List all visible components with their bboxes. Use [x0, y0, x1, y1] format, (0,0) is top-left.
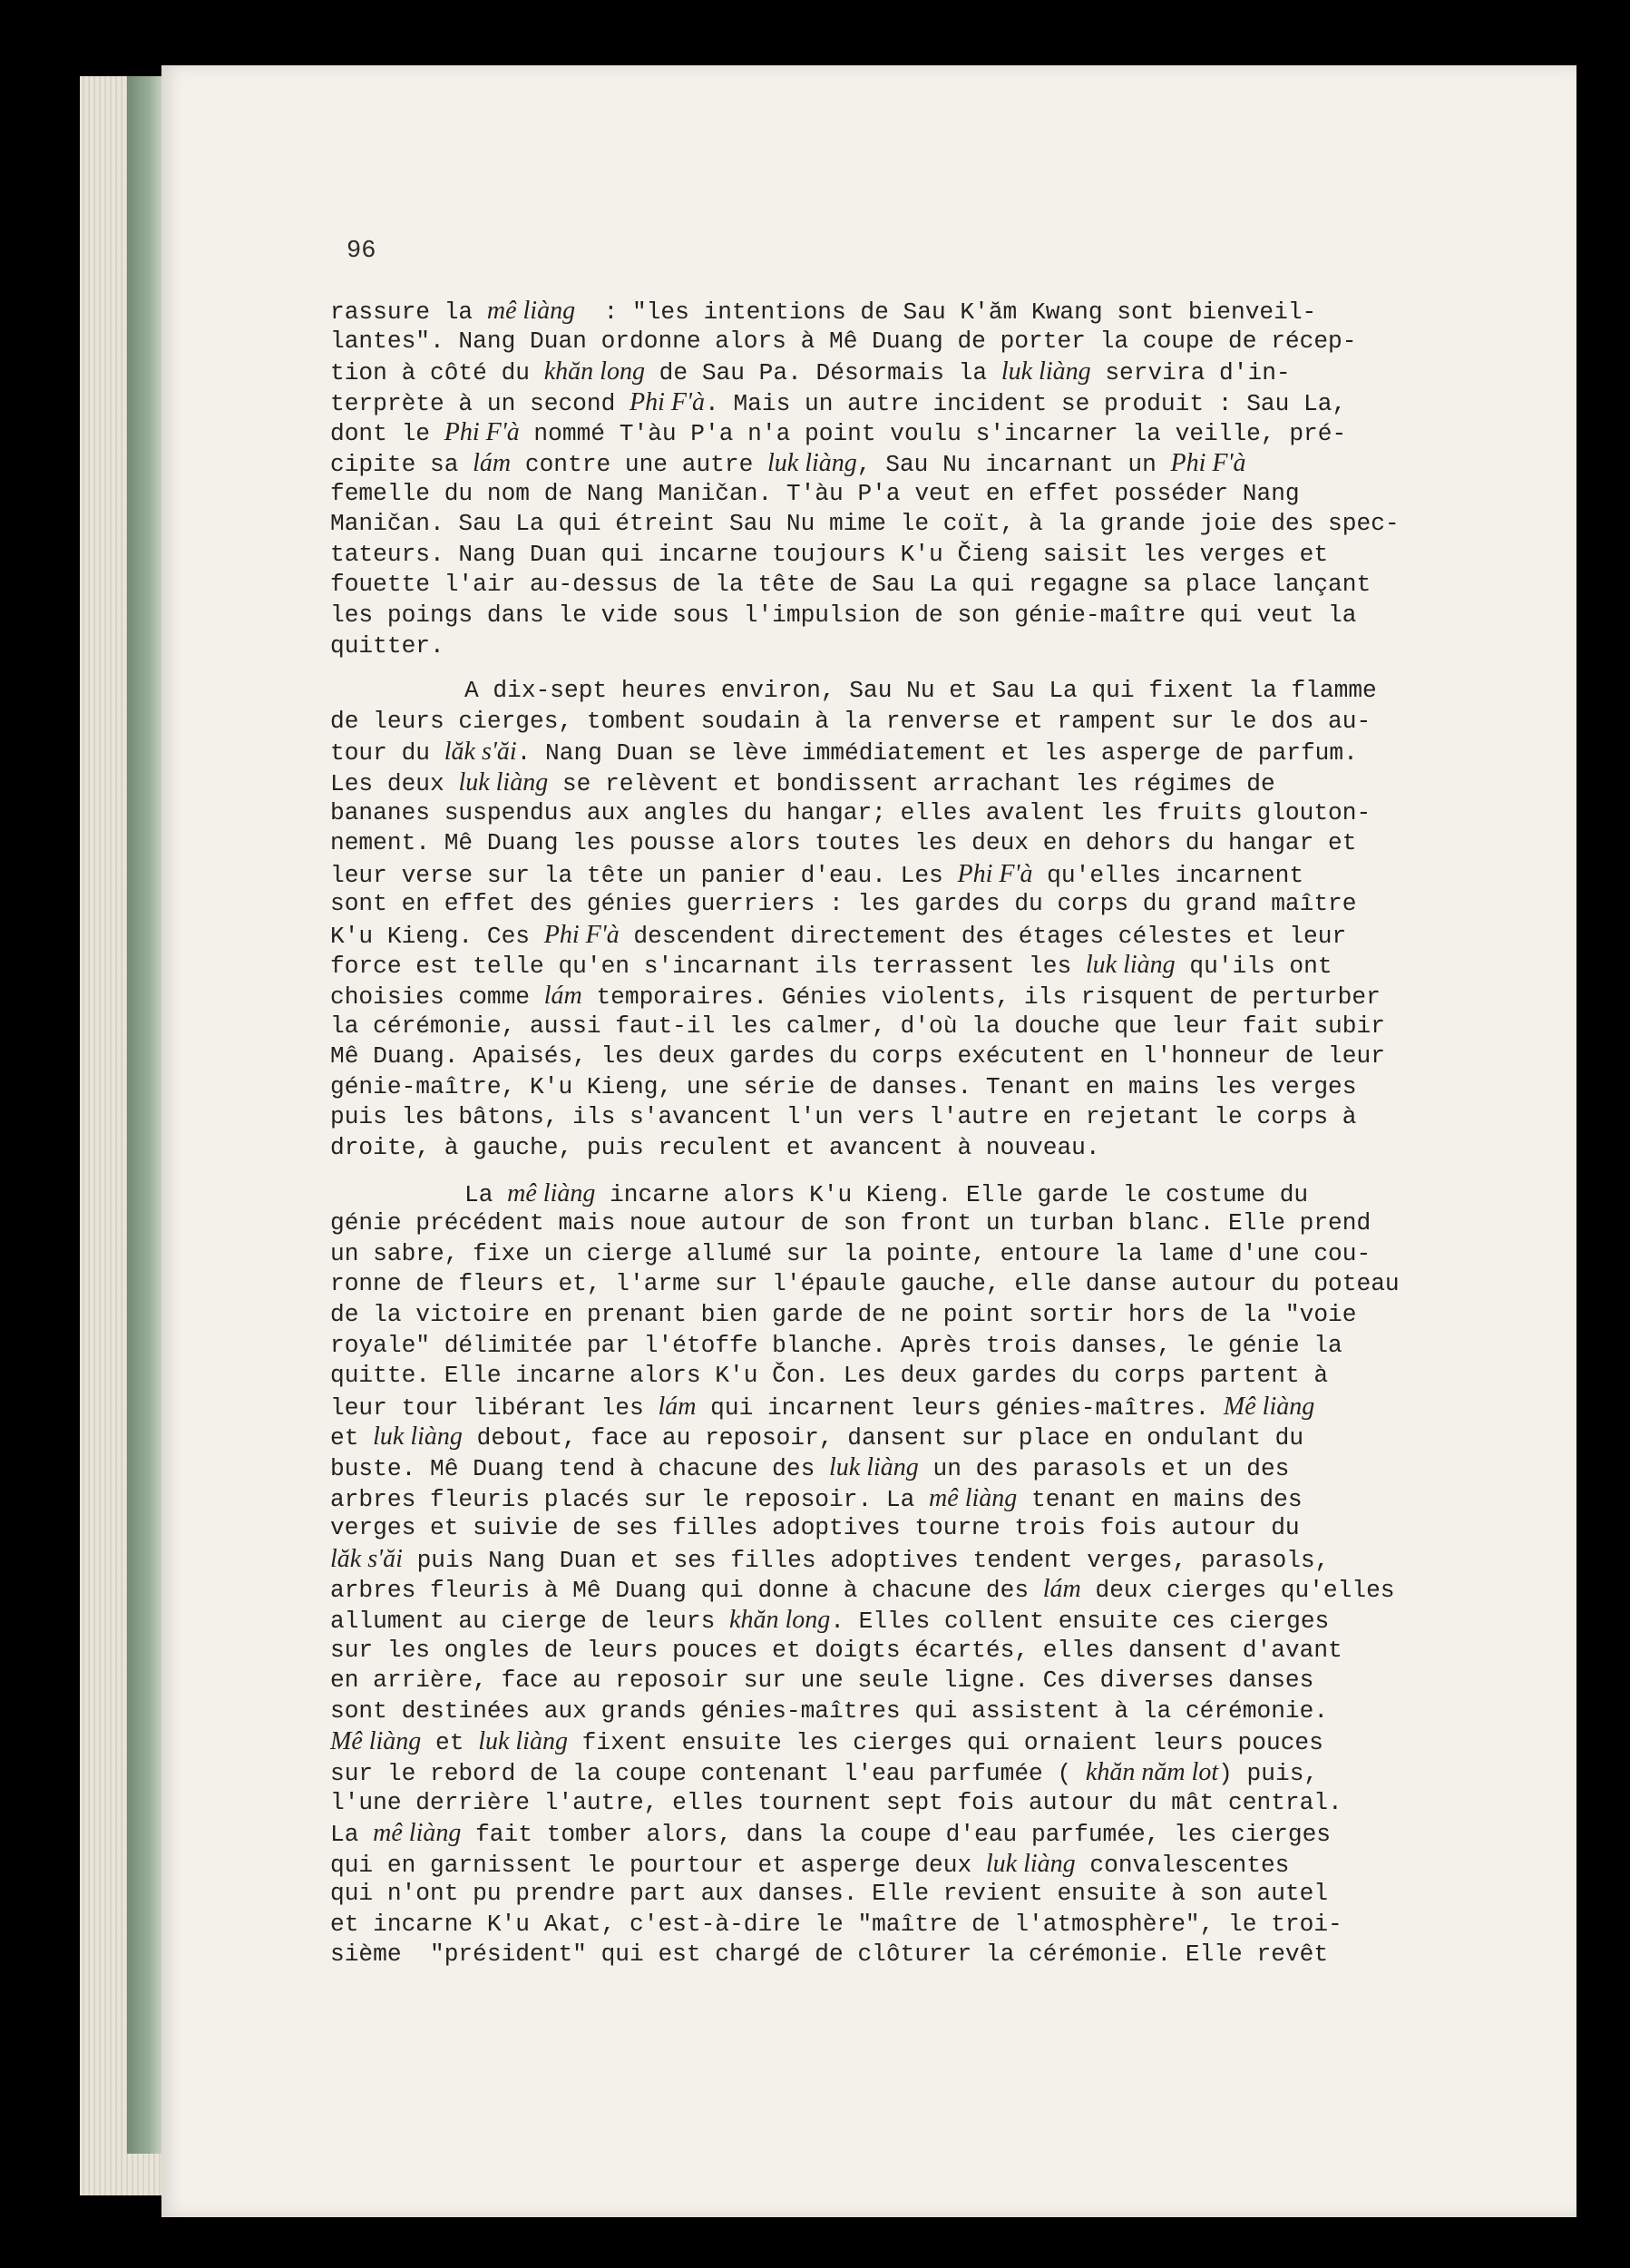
italic-term: khăn long — [543, 357, 645, 386]
text-run: . Elles collent ensuite ces cierges — [830, 1607, 1330, 1635]
text-run: tenant en mains des — [1017, 1485, 1303, 1513]
text-run: descendent directement des étages célestes et leur — [619, 922, 1347, 950]
text-run: cipite sa — [330, 450, 473, 478]
text-run: servira d'in- — [1090, 359, 1291, 387]
text-line — [330, 920, 1473, 951]
text-run: se relèvent et bondissent arrachant les régimes de — [548, 769, 1275, 797]
text-run: qui en garnissent le pourtour et asperge deux — [330, 1851, 986, 1879]
text-line — [330, 387, 1473, 418]
text-line — [330, 1726, 1473, 1757]
text-run: fixent ensuite les cierges qui ornaient leurs pouces — [567, 1729, 1323, 1757]
text-run: terprète à un second — [330, 389, 630, 417]
text-line — [330, 1574, 1473, 1605]
text-line — [330, 981, 1473, 1012]
text-run: sième "président" qui est chargé de clôturer la cérémonie. Elle revêt — [330, 1941, 1329, 1969]
italic-term: luk liàng — [458, 767, 549, 797]
text-line — [330, 1041, 1473, 1072]
italic-term: lăk s'ăi — [444, 738, 517, 767]
text-run: ronne de fleurs et, l'arme sur l'épaule gauche, elle danse autour du poteau — [330, 1270, 1400, 1298]
text-run: incarne alors K'u Kieng. Elle garde le costume du — [595, 1180, 1309, 1208]
text-run: fouette l'air au-dessus de la tête de Sau La qui regagne sa place lançant — [330, 571, 1371, 599]
italic-term: Phi F'à — [543, 920, 620, 949]
text-line — [330, 676, 1473, 707]
text-run: Mê Duang. Apaisés, les deux gardes du corps exécutent en l'honneur de leur — [330, 1042, 1385, 1070]
text-line — [330, 357, 1473, 387]
text-run: arbres fleuris placés sur le reposoir. La — [330, 1485, 930, 1513]
text-run: quitter. — [330, 631, 444, 660]
italic-term: Mê liàng — [330, 1727, 422, 1756]
text-line — [330, 327, 1473, 357]
text-line — [330, 707, 1473, 738]
text-line — [330, 1513, 1473, 1544]
text-line — [330, 1879, 1473, 1910]
text-line — [330, 859, 1473, 890]
text-line — [330, 828, 1473, 859]
book-cover-edge — [127, 76, 163, 2154]
italic-term: lám — [473, 448, 512, 477]
italic-term: Mê liàng — [1223, 1392, 1315, 1421]
text-run: A dix-sept heures environ, Sau Nu et Sau La qui fixent la flamme — [464, 677, 1377, 705]
text-run: nement. Mê Duang les pousse alors toutes les deux en dehors du hangar et — [330, 829, 1357, 857]
italic-term: lăk s'ăi — [330, 1544, 403, 1573]
text-run: buste. Mê Duang tend à chacune des — [330, 1454, 830, 1482]
text-run: . Nang Duan se lève immédiatement et les asperge de parfum. — [516, 739, 1358, 767]
text-line — [330, 1422, 1473, 1452]
text-line — [330, 1757, 1473, 1788]
paragraph — [330, 676, 1473, 1164]
italic-term: khăn long — [729, 1605, 831, 1634]
text-run: puis Nang Duan et ses filles adoptives tendent verges, parasols, — [402, 1546, 1330, 1574]
text-line — [330, 1636, 1473, 1667]
text-line — [330, 737, 1473, 767]
text-line — [330, 1544, 1473, 1575]
text-run: de leurs cierges, tombent soudain à la renverse et rampent sur le dos au- — [330, 707, 1371, 735]
text-run: qu'ils ont — [1175, 953, 1332, 981]
text-run: tour du — [330, 739, 444, 767]
text-line — [330, 1072, 1473, 1103]
text-run: quitte. Elle incarne alors K'u Čon. Les deux gardes du corps partent à — [330, 1362, 1329, 1390]
text-line — [330, 631, 1473, 662]
text-line — [330, 601, 1473, 631]
italic-term: khăn năm lot — [1085, 1757, 1219, 1786]
text-run: un des parasols et un des — [918, 1454, 1290, 1482]
text-run: de Sau Pa. Désormais la — [644, 359, 1001, 387]
text-run: Maničan. Sau La qui étreint Sau Nu mime le coït, à la grande joie des spec- — [330, 510, 1400, 538]
text-run: sont destinées aux grands génies-maîtres qui assistent à la cérémonie. — [330, 1696, 1329, 1725]
text-line — [330, 950, 1473, 981]
text-line — [330, 1102, 1473, 1133]
text-run: sur le rebord de la coupe contenant l'eau parfumée ( — [330, 1759, 1086, 1787]
text-run: nommé T'àu P'a n'a point voulu s'incarner la veille, pré- — [519, 420, 1347, 448]
text-line — [330, 1178, 1473, 1209]
italic-term: mê liàng — [373, 1819, 462, 1848]
text-run: sont en effet des génies guerriers : les gardes du corps du grand maître — [330, 890, 1357, 918]
text-run: qui incarnent leurs génies-maîtres. — [696, 1393, 1224, 1422]
text-run: verges et suivie de ses filles adoptives tourne trois fois autour du — [330, 1514, 1300, 1542]
text-run: K'u Kieng. Ces — [330, 922, 544, 950]
text-line — [330, 540, 1473, 571]
text-run: arbres fleuris à Mê Duang qui donne à chacune des — [330, 1577, 1043, 1605]
text-run: et — [330, 1424, 374, 1452]
text-run: fait tomber alors, dans la coupe d'eau parfumée, les cierges — [461, 1821, 1331, 1849]
text-run: . Mais un autre incident se produit : Sau La, — [705, 389, 1347, 417]
text-line — [330, 1483, 1473, 1514]
page-number: 96 — [346, 238, 376, 265]
text-line — [330, 479, 1473, 510]
italic-term: Phi F'à — [957, 859, 1033, 888]
text-line — [330, 1300, 1473, 1331]
text-run: et — [421, 1729, 479, 1757]
italic-term: luk liàng — [373, 1422, 463, 1452]
text-run: l'une derrière l'autre, elles tournent sept fois autour du mât central. — [330, 1788, 1342, 1816]
text-line — [330, 296, 1473, 327]
text-run: leur verse sur la tête un panier d'eau. Les — [330, 861, 958, 889]
italic-term: Phi F'à — [444, 418, 520, 447]
text-run: femelle du nom de Nang Maničan. T'àu P'a veut en effet posséder Nang — [330, 479, 1300, 507]
italic-term: Phi F'à — [1170, 448, 1246, 477]
text-run: la cérémonie, aussi faut-il les calmer, d'où la douche que leur fait subir — [330, 1012, 1385, 1040]
text-run: qu'elles incarnent — [1032, 861, 1304, 889]
text-run: les poings dans le vide sous l'impulsion de son génie-maître qui veut la — [330, 601, 1357, 629]
text-run: rassure la — [330, 298, 487, 326]
text-run: en arrière, face au reposoir sur une seule ligne. Ces diverses danses — [330, 1667, 1314, 1695]
text-line — [330, 1208, 1473, 1239]
text-line — [330, 1331, 1473, 1362]
text-line — [330, 1910, 1473, 1941]
text-line — [330, 448, 1473, 479]
text-line — [330, 1605, 1473, 1636]
text-run: convalescentes — [1075, 1851, 1290, 1879]
italic-term: mê liàng — [486, 297, 576, 325]
italic-term: luk liàng — [1085, 951, 1176, 980]
text-run: de la victoire en prenant bien garde de ne point sortir hors de la "voie — [330, 1301, 1357, 1328]
text-line — [330, 1133, 1473, 1164]
text-run: allument au cierge de leurs — [330, 1607, 730, 1635]
text-run: et incarne K'u Akat, c'est-à-dire le "maître de l'atmosphère", le troi- — [330, 1910, 1342, 1938]
italic-term: luk liàng — [478, 1727, 568, 1756]
text-line — [330, 889, 1473, 920]
italic-term: lám — [658, 1392, 697, 1421]
text-run: deux cierges qu'elles — [1080, 1577, 1395, 1605]
italic-term: luk liàng — [767, 448, 857, 477]
text-run: bananes suspendus aux angles du hangar; elles avalent les fruits glouton- — [330, 798, 1371, 826]
text-run: tion à côté du — [330, 359, 544, 387]
text-run: La — [330, 1821, 374, 1849]
text-run: un sabre, fixe un cierge allumé sur la pointe, entoure la lame d'une cou- — [330, 1239, 1371, 1267]
italic-term: luk liàng — [1000, 357, 1091, 386]
text-run: génie précédent mais noue autour de son front un turban blanc. Elle prend — [330, 1209, 1371, 1237]
text-line — [330, 1818, 1473, 1849]
text-line — [330, 1269, 1473, 1300]
text-line — [330, 1452, 1473, 1483]
text-run: leur tour libérant les — [330, 1393, 659, 1422]
text-run: qui n'ont pu prendre part aux danses. Elle revient ensuite à son autel — [330, 1880, 1329, 1908]
text-run: contre une autre — [511, 450, 768, 478]
italic-term: mê liàng — [929, 1483, 1018, 1512]
text-line — [330, 1940, 1473, 1970]
paragraph — [330, 1178, 1473, 1970]
text-run: La — [464, 1180, 508, 1208]
italic-term: lám — [1042, 1575, 1081, 1604]
text-line — [330, 1361, 1473, 1392]
text-line — [330, 1849, 1473, 1880]
text-line — [330, 1012, 1473, 1042]
text-run: temporaires. Génies violents, ils risquent de perturber — [581, 983, 1381, 1012]
text-run: Les deux — [330, 769, 459, 797]
paragraph — [330, 296, 1473, 661]
text-run: tateurs. Nang Duan qui incarne toujours K'u Čieng saisit les verges et — [330, 540, 1329, 568]
text-line — [330, 1666, 1473, 1696]
text-body — [330, 296, 1473, 1970]
text-line — [330, 798, 1473, 829]
text-line — [330, 767, 1473, 798]
text-run: lantes". Nang Duan ordonne alors à Mê Duang de porter la coupe de récep- — [330, 327, 1357, 355]
text-line — [330, 1239, 1473, 1270]
text-run: ) puis, — [1218, 1759, 1319, 1787]
text-line — [330, 570, 1473, 601]
text-run: debout, face au reposoir, dansent sur place en ondulant du — [462, 1424, 1304, 1452]
text-run: droite, à gauche, puis reculent et avancent à nouveau. — [330, 1134, 1100, 1162]
text-run: sur les ongles de leurs pouces et doigts écartés, elles dansent d'avant — [330, 1636, 1342, 1664]
text-line — [330, 1392, 1473, 1422]
italic-term: mê liàng — [507, 1178, 596, 1207]
italic-term: Phi F'à — [630, 387, 706, 416]
text-run: royale" délimitée par l'étoffe blanche. Après trois danses, le génie la — [330, 1331, 1342, 1359]
italic-term: luk liàng — [985, 1849, 1076, 1878]
text-line — [330, 417, 1473, 448]
text-run: : "les intentions de Sau K'ăm Kwang sont bienveil- — [575, 298, 1317, 326]
text-run: puis les bâtons, ils s'avancent l'un vers l'autre en rejetant le corps à — [330, 1103, 1357, 1131]
text-line — [330, 1788, 1473, 1819]
text-line — [330, 509, 1473, 540]
text-run: force est telle qu'en s'incarnant ils terrassent les — [330, 953, 1086, 981]
text-line — [330, 1696, 1473, 1727]
text-run: génie-maître, K'u Kieng, une série de danses. Tenant en mains les verges — [330, 1072, 1357, 1100]
text-run: choisies comme — [330, 983, 544, 1012]
italic-term: luk liàng — [829, 1452, 919, 1481]
text-run: dont le — [330, 420, 444, 448]
italic-term: lám — [543, 982, 582, 1011]
text-run: , Sau Nu incarnant un — [856, 450, 1171, 478]
